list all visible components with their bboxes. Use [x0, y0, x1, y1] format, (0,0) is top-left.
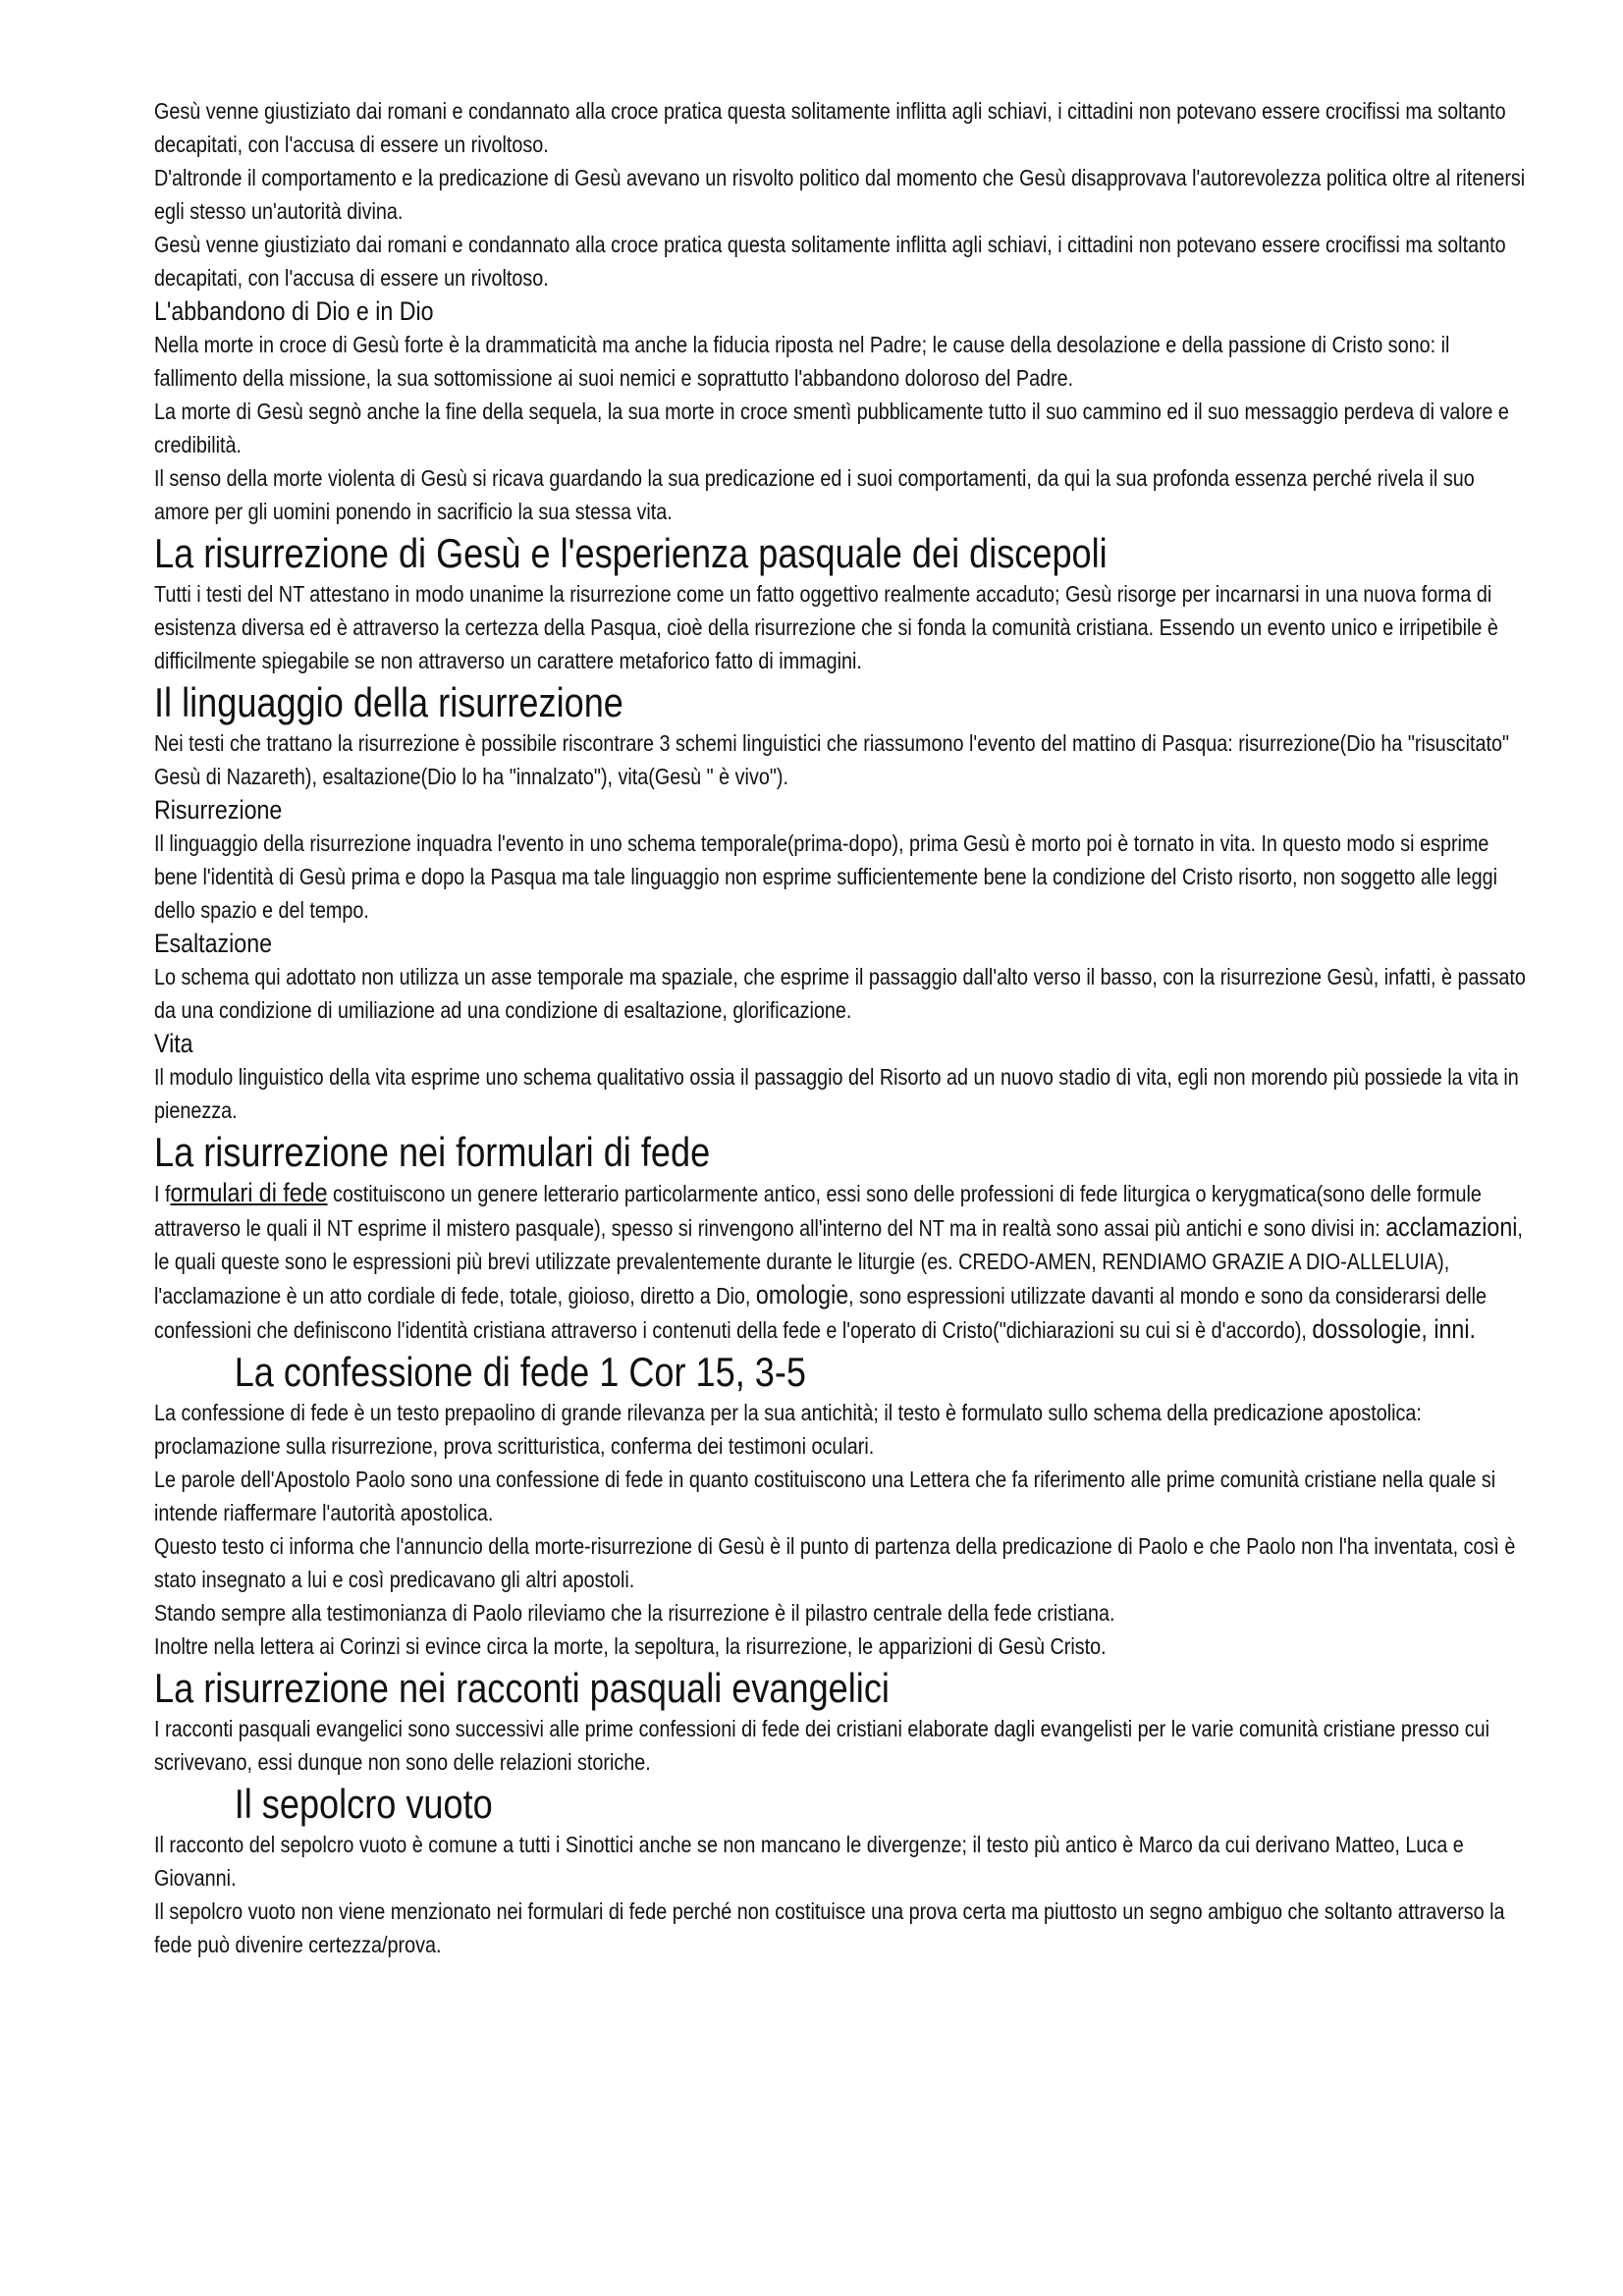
section-heading: La confessione di fede 1 Cor 15, 3-5: [234, 1349, 807, 1395]
paragraph: Le parole dell'Apostolo Paolo sono una confessione di fede in quanto costituiscono una Lettera che fa riferimento alle prime comunità cristiane nella quale si intende riaffermare l'autorità apostolica.: [154, 1467, 1496, 1525]
text-run: , inni.: [1421, 1314, 1476, 1344]
paragraph: Gesù venne giustiziato dai romani e condannato alla croce pratica questa solitamente inflitta agli schiavi, i cittadini non potevano essere crocifissi ma soltanto decapitati, con l'accusa di essere un rivoltoso.: [154, 98, 1506, 157]
paragraph: I racconti pasquali evangelici sono successivi alle prime confessioni di fede dei cristiani elaborate dagli evangelisti per le varie comunità cristiane presso cui scrivevano, essi dunque non sono delle relazioni storiche.: [154, 1716, 1490, 1775]
paragraph: Inoltre nella lettera ai Corinzi si evince circa la morte, la sepoltura, la risurrezione, le apparizioni di Gesù Cristo.: [154, 1633, 1107, 1659]
subsection-heading: L'abbandono di Dio e in Dio: [154, 296, 434, 326]
highlighted-term: acclamazioni: [1385, 1212, 1518, 1242]
paragraph: Stando sempre alla testimonianza di Paolo rileviamo che la risurrezione è il pilastro centrale della fede cristiana.: [154, 1600, 1115, 1626]
paragraph: Tutti i testi del NT attestano in modo unanime la risurrezione come un fatto oggettivo realmente accaduto; Gesù risorge per incarnarsi in una nuova forma di esistenza diversa ed è attraverso la certezza della Pasqua, cioè della risurrezione che si fonda la comunità cristiana. Essendo un evento unico e irripetibile è difficilmente spiegabile se non attraverso un carattere metaforico fatto di immagini.: [154, 581, 1498, 673]
paragraph: Gesù venne giustiziato dai romani e condannato alla croce pratica questa solitamente inflitta agli schiavi, i cittadini non potevano essere crocifissi ma soltanto decapitati, con l'accusa di essere un rivoltoso.: [154, 232, 1506, 291]
paragraph: Nella morte in croce di Gesù forte è la drammaticità ma anche la fiducia riposta nel Padre; le cause della desolazione e della passione di Cristo sono: il fallimento della missione, la sua sottomissione ai suoi nemici e soprattutto l'abbandono doloroso del Padre.: [154, 332, 1450, 391]
text-run: I f: [154, 1181, 171, 1206]
text-run: , le quali queste sono le espressioni più brevi utilizzate prevalentemente durante le liturgie (es. CREDO-AMEN, RENDIAMO GRAZIE A DIO-ALLELUIA), l'acclamazione è un atto cordiale di fede, totale, gioioso, diretto a Dio,: [154, 1215, 1523, 1308]
subsection-heading: Risurrezione: [154, 795, 283, 825]
paragraph: La morte di Gesù segnò anche la fine della sequela, la sua morte in croce smentì pubblicamente tutto il suo cammino ed il suo messaggio perdeva di valore e credibilità.: [154, 399, 1509, 457]
subsection-heading: Esaltazione: [154, 929, 273, 958]
paragraph: Il sepolcro vuoto non viene menzionato nei formulari di fede perché non costituisce una prova certa ma piuttosto un segno ambiguo che soltanto attraverso la fede può divenire certezza/prova.: [154, 1898, 1505, 1957]
highlighted-term: omologie: [755, 1280, 849, 1309]
paragraph: [154, 1176, 1529, 1347]
paragraph: Il linguaggio della risurrezione inquadra l'evento in uno schema temporale(prima-dopo), prima Gesù è morto poi è tornato in vita. In questo modo si esprime bene l'identità di Gesù prima e dopo la Pasqua ma tale linguaggio non esprime sufficientemente bene la condizione del Cristo risorto, non soggetto alle leggi dello spazio e del tempo.: [154, 830, 1497, 923]
section-heading: La risurrezione nei racconti pasquali evangelici: [154, 1665, 890, 1711]
paragraph: D'altronde il comportamento e la predicazione di Gesù avevano un risvolto politico dal momento che Gesù disapprovava l'autorevolezza politica oltre al ritenersi egli stesso un'autorità divina.: [154, 165, 1526, 224]
section-heading: La risurrezione nei formulari di fede: [154, 1129, 711, 1175]
document-page: [154, 94, 1529, 1961]
text-run: , sono espressioni utilizzate davanti al mondo e sono da considerarsi delle confessioni che definiscono l'identità cristiana attraverso i contenuti della fede e l'operato di Cristo("dichiarazioni su cui si è d'accordo),: [154, 1283, 1487, 1343]
section-heading: La risurrezione di Gesù e l'esperienza pasquale dei discepoli: [154, 530, 1108, 576]
subsection-heading: Vita: [154, 1029, 193, 1058]
paragraph: Lo schema qui adottato non utilizza un asse temporale ma spaziale, che esprime il passaggio dall'alto verso il basso, con la risurrezione Gesù, infatti, è passato da una condizione di umiliazione ad una condizione di esaltazione, glorificazione.: [154, 964, 1526, 1023]
paragraph: La confessione di fede è un testo prepaolino di grande rilevanza per la sua antichità; il testo è formulato sullo schema della predicazione apostolica: proclamazione sulla risurrezione, prova scritturistica, conferma dei testimoni oculari.: [154, 1400, 1422, 1459]
paragraph: Nei testi che trattano la risurrezione è possibile riscontrare 3 schemi linguistici che riassumono l'evento del mattino di Pasqua: risurrezione(Dio ha "risuscitato" Gesù di Nazareth), esaltazione(Dio lo ha "innalzato"), vita(Gesù " è vivo").: [154, 730, 1509, 789]
paragraph: Il racconto del sepolcro vuoto è comune a tutti i Sinottici anche se non mancano le divergenze; il testo più antico è Marco da cui derivano Matteo, Luca e Giovanni.: [154, 1832, 1464, 1891]
paragraph: Questo testo ci informa che l'annuncio della morte-risurrezione di Gesù è il punto di partenza della predicazione di Paolo e che Paolo non l'ha inventata, così è stato insegnato a lui e così predicavano gli altri apostoli.: [154, 1533, 1516, 1592]
underlined-term: ormulari di fede: [170, 1178, 328, 1207]
section-heading: Il linguaggio della risurrezione: [154, 679, 623, 725]
text-run: costituiscono un genere letterario particolarmente antico, essi sono delle professioni di fede liturgica o kerygmatica(sono delle formule attraverso le quali il NT esprime il mistero pasquale), spesso si rinvengono all'interno del NT ma in realtà sono assai più antichi e sono divisi in:: [154, 1181, 1482, 1241]
section-heading: Il sepolcro vuoto: [234, 1781, 493, 1827]
highlighted-term: dossologie: [1312, 1314, 1422, 1344]
paragraph: Il modulo linguistico della vita esprime uno schema qualitativo ossia il passaggio del Risorto ad un nuovo stadio di vita, egli non morendo più possiede la vita in pienezza.: [154, 1064, 1519, 1123]
paragraph: Il senso della morte violenta di Gesù si ricava guardando la sua predicazione ed i suoi comportamenti, da qui la sua profonda essenza perché rivela il suo amore per gli uomini ponendo in sacrificio la sua stessa vita.: [154, 465, 1475, 524]
